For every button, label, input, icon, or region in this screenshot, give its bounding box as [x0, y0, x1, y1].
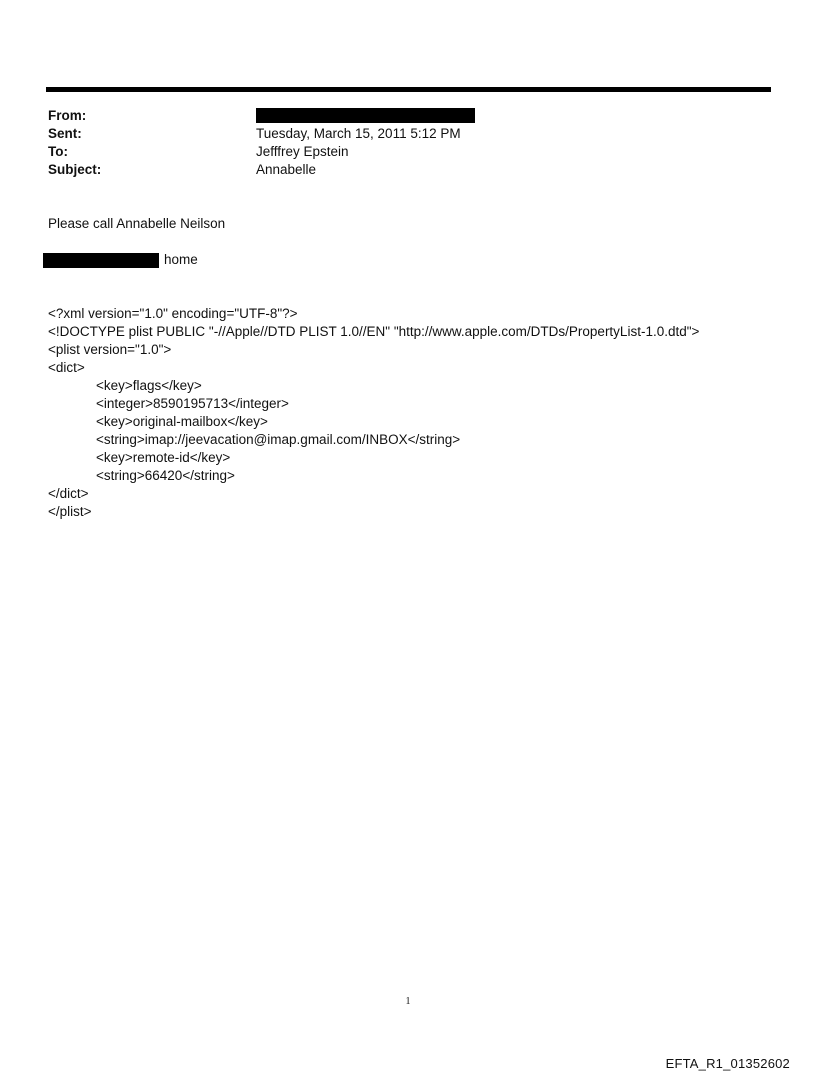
xml-line: <!DOCTYPE plist PUBLIC "-//Apple//DTD PLIST 1.0//EN" "http://www.apple.com/DTDs/PropertyList-1.0.dtd">: [48, 324, 700, 339]
xml-line: <plist version="1.0">: [48, 342, 172, 357]
document-id: EFTA_R1_01352602: [665, 1056, 790, 1071]
xml-line: <dict>: [48, 360, 85, 375]
to-value: Jefffrey Epstein: [256, 144, 349, 159]
xml-line: <key>remote-id</key>: [96, 450, 231, 465]
from-redaction: [256, 108, 475, 123]
xml-line: <string>66420</string>: [96, 468, 235, 483]
xml-line: <string>imap://jeevacation@imap.gmail.com/INBOX</string>: [96, 432, 461, 447]
header-divider: [46, 87, 771, 92]
sent-label: Sent:: [48, 126, 82, 141]
body-message: Please call Annabelle Neilson: [48, 216, 226, 231]
subject-value: Annabelle: [256, 162, 317, 177]
page-number: 1: [405, 996, 411, 1007]
xml-line: <key>original-mailbox</key>: [96, 414, 268, 429]
xml-line: <?xml version="1.0" encoding="UTF-8"?>: [48, 306, 298, 321]
phone-redaction: [43, 253, 159, 268]
xml-line: </plist>: [48, 504, 92, 519]
to-label: To:: [48, 144, 68, 159]
sent-value: Tuesday, March 15, 2011 5:12 PM: [256, 126, 461, 141]
subject-label: Subject:: [48, 162, 102, 177]
xml-line: <key>flags</key>: [96, 378, 202, 393]
xml-line: </dict>: [48, 486, 89, 501]
phone-suffix: home: [164, 252, 198, 267]
xml-line: <integer>8590195713</integer>: [96, 396, 289, 411]
from-label: From:: [48, 108, 87, 123]
xml-plist-block: [48, 305, 699, 521]
